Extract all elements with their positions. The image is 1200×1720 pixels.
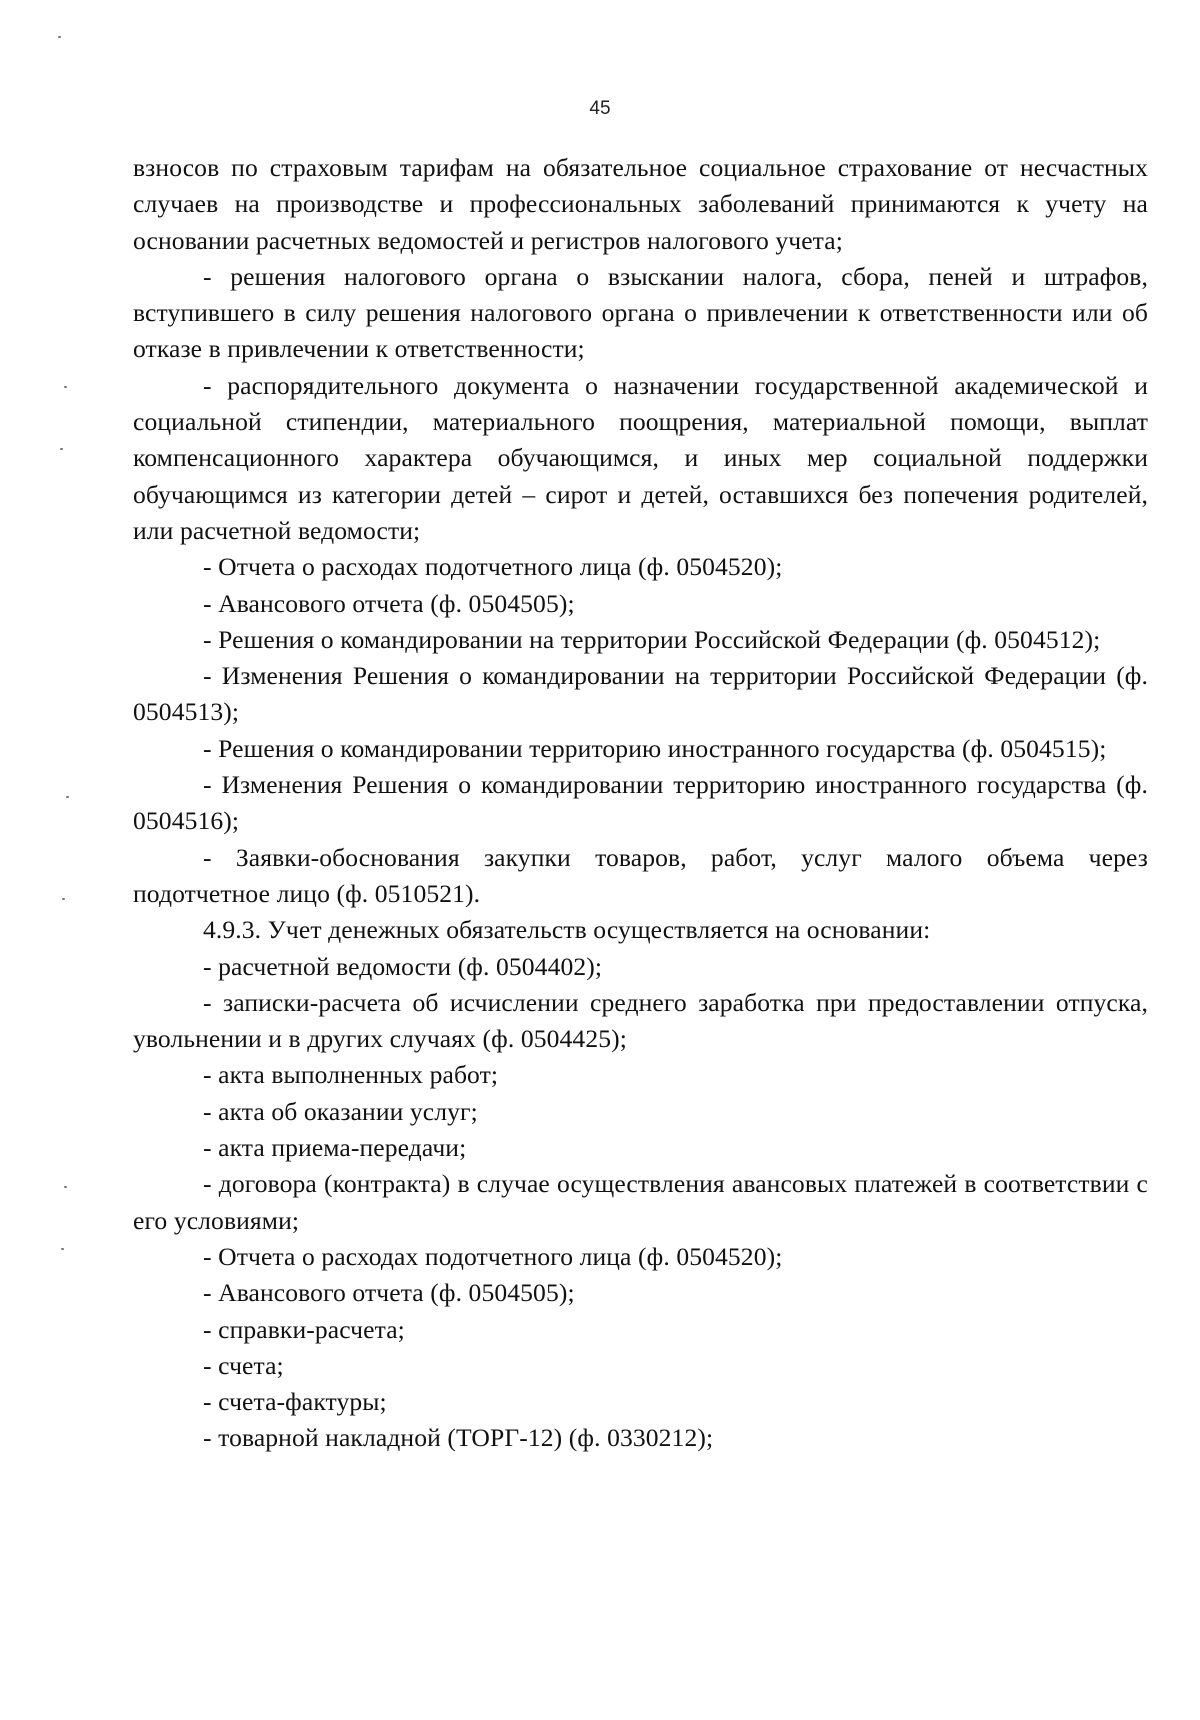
list-item: - Решения о командировании территорию иностранного государства (ф. 0504515); [203,733,1107,763]
list-item: - акта приема-передачи; [203,1133,467,1163]
page-number: 45 [589,98,611,119]
list-item: - Авансового отчета (ф. 0504505); [203,588,575,618]
list-item: - Изменения Решения о командировании на территории Российской Федерации (ф. 0504513); [133,661,1148,727]
list-item: - расчетной ведомости (ф. 0504402); [203,951,603,981]
list-item: - Заявки-обоснования закупки товаров, работ, услуг малого объема через подотчетное лицо (ф. 0510521). [133,842,1148,908]
list-item: - Отчета о расходах подотчетного лица (ф. 0504520); [203,1241,783,1271]
list-item: - записки-расчета об исчислении среднего заработка при предоставлении отпуска, увольнении и в других случаях (ф. 0504425); [133,987,1148,1054]
section-heading: 4.9.3. Учет денежных обязательств осуществляется на основании: [203,915,931,945]
scan-artifact [64,386,67,388]
list-item: - счета-фактуры; [203,1387,387,1417]
scan-artifact [58,36,61,38]
scan-artifact [62,898,65,900]
list-item: - Решения о командировании на территории Российской Федерации (ф. 0504512); [203,624,1101,654]
list-item: - решения налогового органа о взыскании налога, сбора, пеней и штрафов, вступившего в силу решения налогового органа о привлечении к ответственности или об отказе в привлечении к ответственности; [133,261,1148,364]
list-item: - Авансового отчета (ф. 0504505); [203,1278,575,1308]
paragraph: взносов по страховым тарифам на обязательное социальное страхование от несчастных случаев на производстве и профессиональных заболеваний принимаются к учету на основании расчетных ведомостей и регистров налогового учета; [133,153,1148,255]
list-item: - Изменения Решения о командировании территорию иностранного государства (ф. 0504516); [133,770,1148,836]
list-item: - справки-расчета; [203,1314,405,1344]
list-item: - Отчета о расходах подотчетного лица (ф. 0504520); [203,552,783,582]
list-item: - акта выполненных работ; [203,1060,499,1090]
list-item: - распорядительного документа о назначении государственной академической и социальной стипендии, материального поощрения, материальной помощи, выплат компенсационного характера обучающимся, и иных мер социальной поддержки обучающимся из категории детей – сирот и детей, оставшихся без попечения родителей, или расчетной ведомости; [133,370,1148,545]
scan-artifact [64,1186,67,1188]
list-item: - акта об оказании услуг; [203,1096,478,1126]
scan-artifact [66,796,69,798]
document-body [133,150,1148,1457]
scan-artifact [60,448,63,450]
list-item: - договора (контракта) в случае осуществления авансовых платежей в соответствии с его условиями; [133,1169,1148,1235]
list-item: - счета; [203,1350,284,1380]
list-item: - товарной накладной (ТОРГ-12) (ф. 0330212); [203,1423,714,1453]
scan-artifact [61,1248,64,1250]
